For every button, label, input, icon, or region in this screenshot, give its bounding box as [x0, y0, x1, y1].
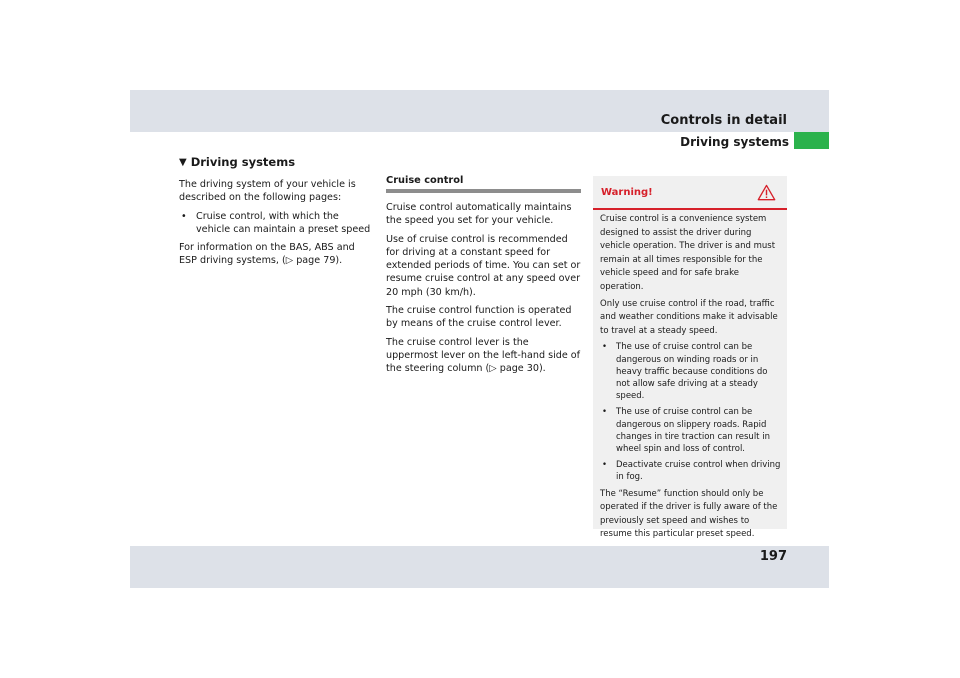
driving-systems-heading: [179, 155, 374, 169]
warning-list: [600, 341, 781, 483]
driving-systems-heading-text: Driving systems: [190, 155, 296, 169]
section-tab-marker: [794, 132, 829, 149]
warning-list-item: • The use of cruise control can be dangerous on slippery roads. Rapid changes in tire traction can result in wheel spin and loss of control.: [600, 406, 781, 455]
paragraph: Cruise control automatically maintains the speed you set for your vehicle.: [386, 202, 572, 227]
warning-body: [593, 210, 787, 542]
warning-title: Warning!: [601, 187, 653, 198]
driving-systems-list: [179, 210, 374, 237]
warning-box: [593, 176, 787, 540]
middle-column: [386, 175, 581, 381]
section-title: Driving systems: [680, 135, 789, 149]
left-column: [179, 155, 374, 273]
warning-paragraph: Only use cruise control if the road, traffic and weather conditions make it advisable to travel at a steady speed.: [600, 298, 778, 336]
warning-paragraph: Cruise control is a convenience system designed to assist the driver during vehicle operation. The driver is and must remain at all times responsible for the vehicle speed and for safe brake operation.: [600, 214, 776, 292]
footer-band: [130, 546, 829, 588]
paragraph: Use of cruise control is recommended for driving at a constant speed for extended periods of time. You can set or resume cruise control at any speed over 20 mph (30 km/h).: [386, 233, 581, 298]
chapter-title: Controls in detail: [660, 113, 787, 128]
list-item: • Cruise control, with which the vehicle can maintain a preset speed: [179, 210, 374, 237]
warning-list-item: • Deactivate cruise control when driving in fog.: [600, 459, 781, 483]
intro-paragraph: The driving system of your vehicle is described on the following pages:: [179, 179, 356, 204]
warning-closing: The “Resume” function should only be operated if the driver is fully aware of the previously set speed and wishes to resume this particular preset speed.: [600, 488, 778, 540]
paragraph: The cruise control function is operated by means of the cruise control lever.: [386, 305, 572, 330]
triangle-down-icon: ▼: [179, 156, 187, 168]
warning-list-item: • The use of cruise control can be dangerous on winding roads or in heavy traffic because conditions do not allow safe driving at a steady speed.: [600, 341, 781, 402]
paragraph: The cruise control lever is the uppermost lever on the left-hand side of the steering column (▷ page 30).: [386, 336, 581, 375]
warning-header: [593, 176, 787, 210]
page-number: 197: [759, 549, 787, 564]
bas-abs-esp-note: For information on the BAS, ABS and ESP driving systems, (▷ page 79).: [179, 242, 355, 267]
warning-triangle-icon: [757, 184, 776, 201]
cruise-control-heading: Cruise control: [386, 175, 581, 193]
